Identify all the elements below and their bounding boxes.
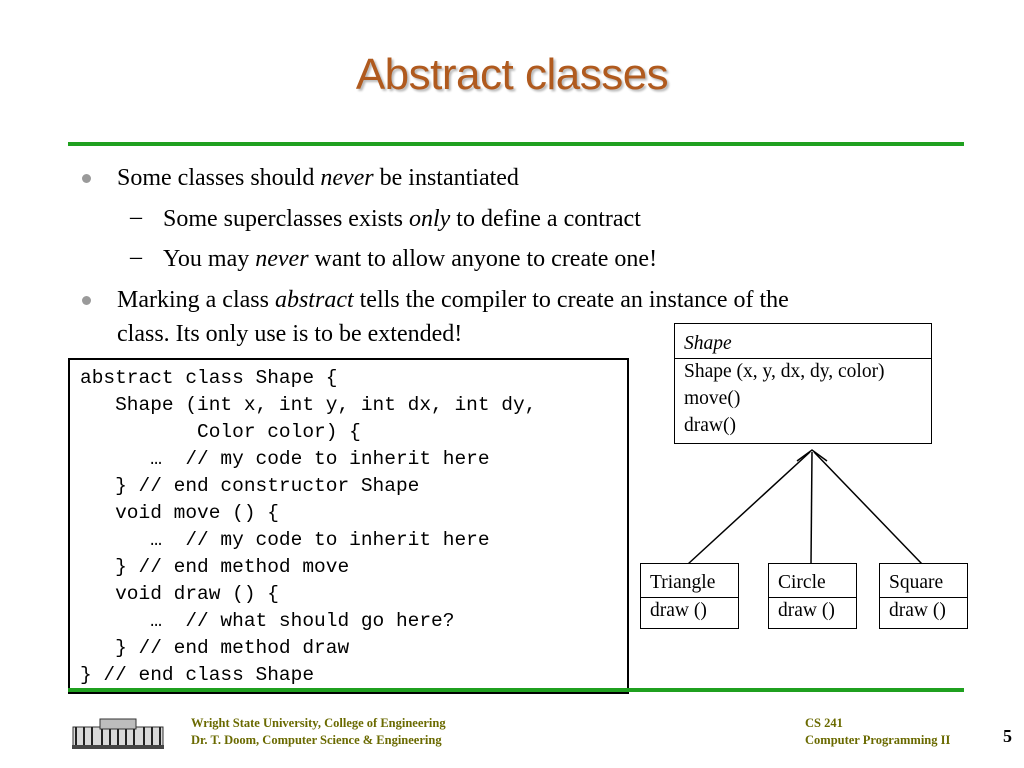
code-line: … // my code to inherit here bbox=[80, 448, 490, 470]
bullet-1-pre: Some classes should bbox=[117, 165, 321, 191]
sub-bullet-dash: – bbox=[130, 204, 142, 230]
bullet-2-line2: class. Its only use is to be extended! bbox=[117, 321, 463, 347]
bullet-1-emphasis: never bbox=[320, 165, 374, 191]
square-inherits-line bbox=[814, 452, 922, 564]
sub-bullet-dash: – bbox=[130, 244, 142, 270]
uml-class-name: Triangle bbox=[650, 572, 716, 593]
sub-bullet-1-pre: Some superclasses exists bbox=[163, 206, 409, 232]
uml-method: draw () bbox=[778, 600, 835, 621]
uml-class-square bbox=[879, 563, 968, 629]
code-line: void move () { bbox=[80, 502, 279, 524]
bullet-2-pre: Marking a class bbox=[117, 287, 275, 313]
code-line: Color color) { bbox=[80, 421, 361, 443]
uml-class-circle bbox=[768, 563, 857, 629]
footer-institution: Wright State University, College of Engineering bbox=[191, 716, 446, 730]
page-number: 5 bbox=[1003, 726, 1012, 746]
code-line: } // end class Shape bbox=[80, 664, 315, 686]
uml-class-triangle bbox=[640, 563, 739, 629]
code-line: } // end method move bbox=[80, 556, 350, 578]
bottom-divider bbox=[68, 688, 964, 692]
uml-class-name: Circle bbox=[778, 572, 826, 593]
uml-member: draw() bbox=[684, 415, 736, 436]
slide-title: Abstract classes bbox=[355, 50, 669, 99]
bullet-2-post: tells the compiler to create an instance of the bbox=[353, 287, 789, 313]
code-line: } // end method draw bbox=[80, 637, 350, 659]
uml-class-name: Square bbox=[889, 572, 944, 593]
triangle-inherits-line bbox=[688, 452, 810, 564]
sub-bullet-2-post: want to allow anyone to create one! bbox=[308, 246, 658, 272]
code-line: Shape (int x, int y, int dx, int dy, bbox=[80, 394, 537, 416]
sub-bullet-2-pre: You may bbox=[163, 246, 256, 272]
footer-course-code: CS 241 bbox=[805, 716, 843, 730]
code-line: abstract class Shape { bbox=[80, 367, 338, 389]
bullet-1-post: be instantiated bbox=[373, 165, 519, 191]
uml-separator bbox=[769, 597, 856, 598]
uml-member: Shape (x, y, dx, dy, color) bbox=[684, 361, 885, 382]
code-line: } // end constructor Shape bbox=[80, 475, 420, 497]
code-line: … // my code to inherit here bbox=[80, 529, 490, 551]
uml-class-name: Shape bbox=[684, 333, 732, 354]
code-line: … // what should go here? bbox=[80, 610, 455, 632]
sub-bullet-1-emphasis: only bbox=[408, 206, 451, 232]
uml-method: draw () bbox=[889, 600, 946, 621]
uml-method: draw () bbox=[650, 600, 707, 621]
circle-inherits-line bbox=[811, 452, 812, 564]
footer-course-name: Computer Programming II bbox=[805, 733, 951, 747]
uml-separator bbox=[641, 597, 738, 598]
uml-member: move() bbox=[684, 388, 741, 409]
university-building-logo bbox=[72, 715, 164, 749]
bullet-2-emphasis: abstract bbox=[274, 287, 354, 313]
sub-bullet-1-post: to define a contract bbox=[450, 206, 641, 232]
code-line: void draw () { bbox=[80, 583, 279, 605]
footer-author: Dr. T. Doom, Computer Science & Engineering bbox=[191, 733, 442, 747]
sub-bullet-2-emphasis: never bbox=[255, 246, 309, 272]
uml-separator bbox=[880, 597, 967, 598]
